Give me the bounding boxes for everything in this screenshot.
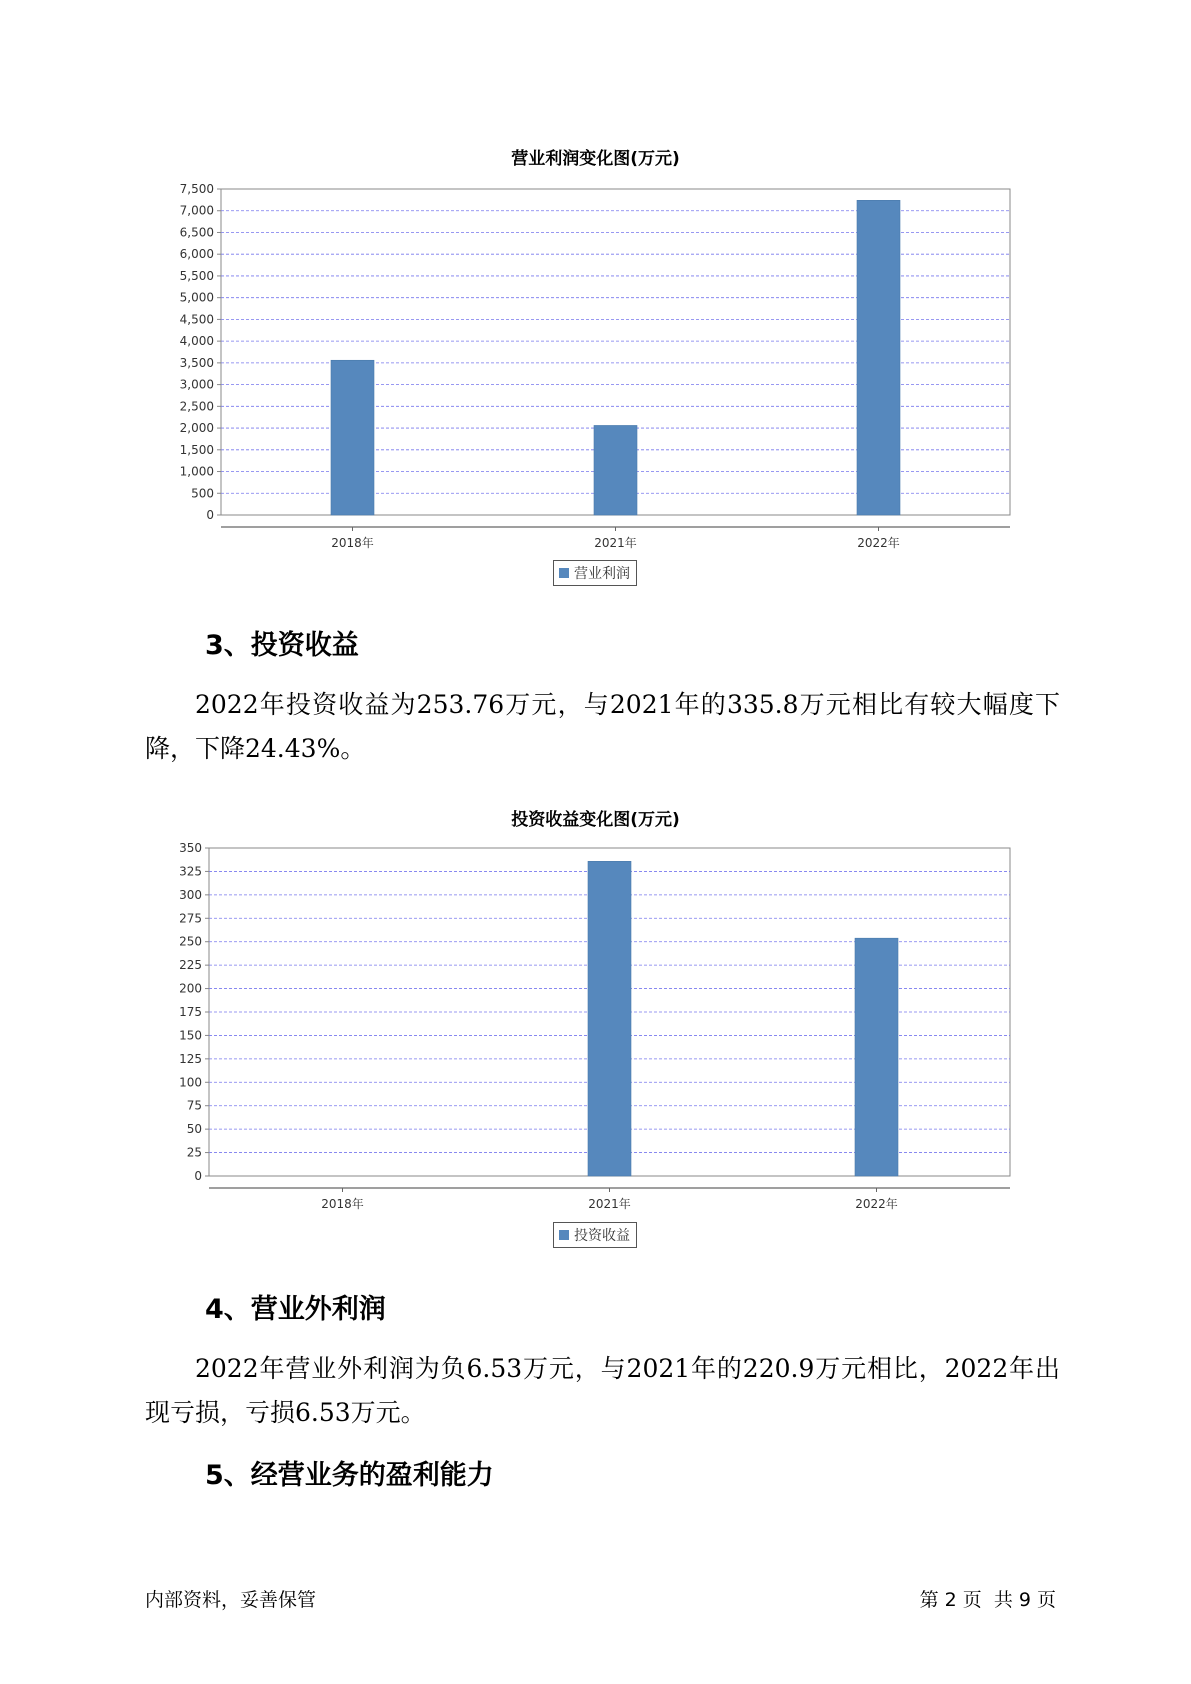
legend-label: 营业利润 — [574, 566, 630, 582]
x-tick-label: 2022年 — [857, 536, 900, 550]
bar — [855, 938, 898, 1176]
x-tick-label: 2021年 — [588, 1197, 631, 1211]
page-number: 第 2 页 共 9 页 — [919, 1589, 1056, 1611]
y-tick-label: 6,500 — [179, 225, 214, 240]
y-tick-label: 300 — [179, 887, 202, 902]
legend-swatch — [559, 1230, 569, 1240]
section-heading: 3、投资收益 — [205, 630, 359, 661]
y-tick-label: 2,000 — [179, 421, 214, 436]
bar — [857, 200, 900, 515]
bar — [331, 360, 374, 515]
y-tick-label: 1,000 — [179, 464, 214, 479]
y-tick-label: 125 — [179, 1051, 202, 1066]
chart-title: 投资收益变化图(万元) — [511, 810, 680, 830]
y-tick-label: 0 — [194, 1169, 202, 1183]
footer-note: 内部资料，妥善保管 — [145, 1589, 317, 1611]
bar-chart-investment-income — [0, 830, 1191, 1230]
y-tick-label: 3,500 — [179, 355, 214, 370]
bar-chart-operating-profit — [0, 160, 1191, 560]
y-tick-label: 0 — [206, 508, 214, 522]
x-tick-label: 2021年 — [594, 536, 637, 550]
y-tick-label: 325 — [179, 864, 202, 879]
y-tick-label: 150 — [179, 1028, 202, 1043]
section-heading: 4、营业外利润 — [205, 1294, 386, 1325]
y-tick-label: 75 — [186, 1098, 202, 1113]
y-tick-label: 5,500 — [179, 268, 214, 283]
x-tick-label: 2018年 — [321, 1197, 364, 1211]
legend-label: 投资收益 — [574, 1228, 630, 1244]
bar — [588, 861, 631, 1176]
section-paragraph: 2022年投资收益为253.76万元，与2021年的335.8万元相比有较大幅度下降，下降24.43%。 — [145, 690, 1060, 763]
y-tick-label: 500 — [191, 486, 214, 501]
y-tick-label: 200 — [179, 981, 202, 996]
y-tick-label: 275 — [179, 911, 202, 926]
y-tick-label: 4,000 — [179, 334, 214, 349]
y-tick-label: 350 — [179, 841, 202, 855]
section-heading: 5、经营业务的盈利能力 — [205, 1460, 494, 1491]
bar — [594, 425, 637, 515]
y-tick-label: 3,000 — [179, 377, 214, 392]
y-tick-label: 175 — [179, 1005, 202, 1019]
chart-legend — [553, 560, 637, 586]
y-tick-label: 7,000 — [179, 203, 214, 218]
section-paragraph: 2022年营业外利润为负6.53万元，与2021年的220.9万元相比，2022年出现亏损，亏损6.53万元。 — [145, 1354, 1060, 1427]
y-tick-label: 2,500 — [179, 399, 214, 414]
x-tick-label: 2018年 — [331, 536, 374, 550]
chart-title: 营业利润变化图(万元) — [511, 149, 680, 169]
y-tick-label: 225 — [179, 958, 202, 973]
y-tick-label: 250 — [179, 934, 202, 949]
x-tick-label: 2022年 — [855, 1197, 898, 1211]
y-tick-label: 100 — [179, 1075, 202, 1090]
y-tick-label: 4,500 — [179, 312, 214, 327]
chart-legend — [553, 1222, 637, 1248]
y-tick-label: 50 — [186, 1122, 202, 1137]
y-tick-label: 1,500 — [179, 442, 214, 457]
y-tick-label: 5,000 — [179, 290, 214, 305]
y-tick-label: 7,500 — [179, 182, 214, 196]
y-tick-label: 6,000 — [179, 247, 214, 262]
y-tick-label: 25 — [186, 1145, 202, 1160]
legend-swatch — [559, 568, 569, 578]
